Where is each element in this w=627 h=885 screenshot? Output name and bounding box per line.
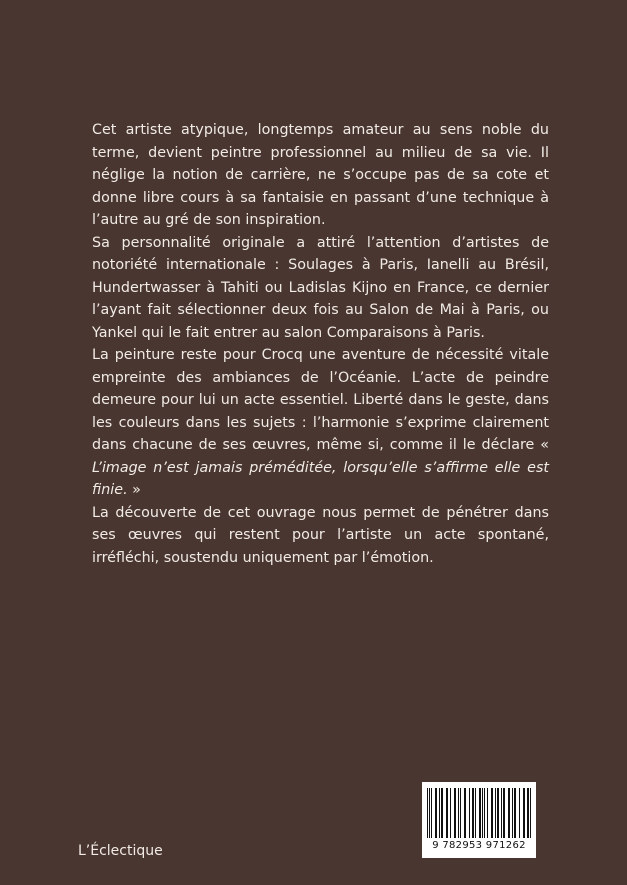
barcode-bar — [454, 788, 455, 838]
barcode-bar — [447, 788, 448, 838]
barcode-bar — [479, 788, 480, 838]
isbn-barcode — [422, 782, 536, 858]
barcode-bars — [427, 788, 531, 838]
barcode-bar — [495, 788, 496, 838]
barcode-bar — [519, 788, 520, 838]
barcode-bar — [524, 788, 525, 838]
barcode-bar — [491, 788, 492, 838]
barcode-bar — [492, 788, 493, 838]
paragraph-3 — [92, 344, 549, 502]
barcode-bar — [480, 788, 481, 838]
barcode-bar — [514, 788, 515, 838]
barcode-bar — [509, 788, 510, 838]
barcode-bar — [484, 788, 485, 838]
barcode-bar — [530, 788, 531, 838]
barcode-bar — [472, 788, 473, 838]
barcode-bar — [497, 788, 498, 838]
barcode-bar — [498, 788, 499, 838]
barcode-bar — [504, 788, 505, 838]
description-text — [92, 119, 549, 569]
quote-close: » — [127, 482, 141, 498]
isbn-digits: 9 782953 971262 — [432, 840, 526, 851]
barcode-bar — [473, 788, 474, 838]
barcode-bar — [431, 788, 432, 838]
barcode-bar — [501, 788, 502, 838]
barcode-bar — [465, 788, 466, 838]
barcode-bar — [439, 788, 440, 838]
barcode-bar — [442, 788, 443, 838]
paragraph-3-intro: La peinture reste pour Crocq une aventure de nécessité vitale empreinte des ambiances de l’Océanie. L’acte de peindre demeure pour lui un acte essentiel. Liberté dans le geste, dans les couleurs dans les sujets : l’harmonie s’exprime clairement dans chacune de ses œuvres, même si, comme il le déclare « — [92, 347, 549, 453]
publisher-name: L’Éclectique — [78, 843, 163, 859]
artist-quote: L’image n’est jamais préméditée, lorsqu’elle s’affirme elle est finie. — [92, 459, 549, 498]
barcode-bar — [427, 788, 428, 838]
barcode-bar — [446, 788, 447, 838]
barcode-bar — [523, 788, 524, 838]
barcode-bar — [487, 788, 488, 838]
barcode-bar — [508, 788, 509, 838]
barcode-bar — [515, 788, 516, 838]
barcode-bar — [435, 788, 436, 838]
barcode-bar — [464, 788, 465, 838]
barcode-bar — [455, 788, 456, 838]
barcode-bar — [429, 788, 430, 838]
barcode-bar — [441, 788, 442, 838]
barcode-bar — [527, 788, 528, 838]
barcode-bar — [469, 788, 470, 838]
barcode-bar — [436, 788, 437, 838]
barcode-bar — [528, 788, 529, 838]
barcode-bar — [512, 788, 513, 838]
barcode-bar — [458, 788, 459, 838]
barcode-bar — [503, 788, 504, 838]
paragraph-1: Cet artiste atypique, longtemps amateur au sens noble du terme, devient peintre professionnel au milieu de sa vie. Il néglige la notion de carrière, ne s’occupe pas de sa cote et donne libre cours à sa fantaisie en passant d’une technique à l’autre au gré de son inspiration. — [92, 122, 549, 228]
barcode-bar — [475, 788, 476, 838]
paragraph-2: Sa personnalité originale a attiré l’attention d’artistes de notoriété internationale : Soulages à Paris, Ianelli au Brésil, Hundertwasser à Tahiti ou Ladislas Kijno en France, ce dernier l’ayant fait sélectionner deux fois au Salon de Mai à Paris, ou Yankel qui le fait entrer au salon Comparaisons à Paris. — [92, 234, 549, 341]
barcode-bar — [482, 788, 483, 838]
barcode-bar — [460, 788, 461, 838]
paragraph-4: La découverte de cet ouvrage nous permet de pénétrer dans ses œuvres qui restent pour l’artiste un acte spontané, irréfléchi, soustendu uniquement par l’émotion. — [92, 504, 549, 566]
barcode-bar — [450, 788, 451, 838]
